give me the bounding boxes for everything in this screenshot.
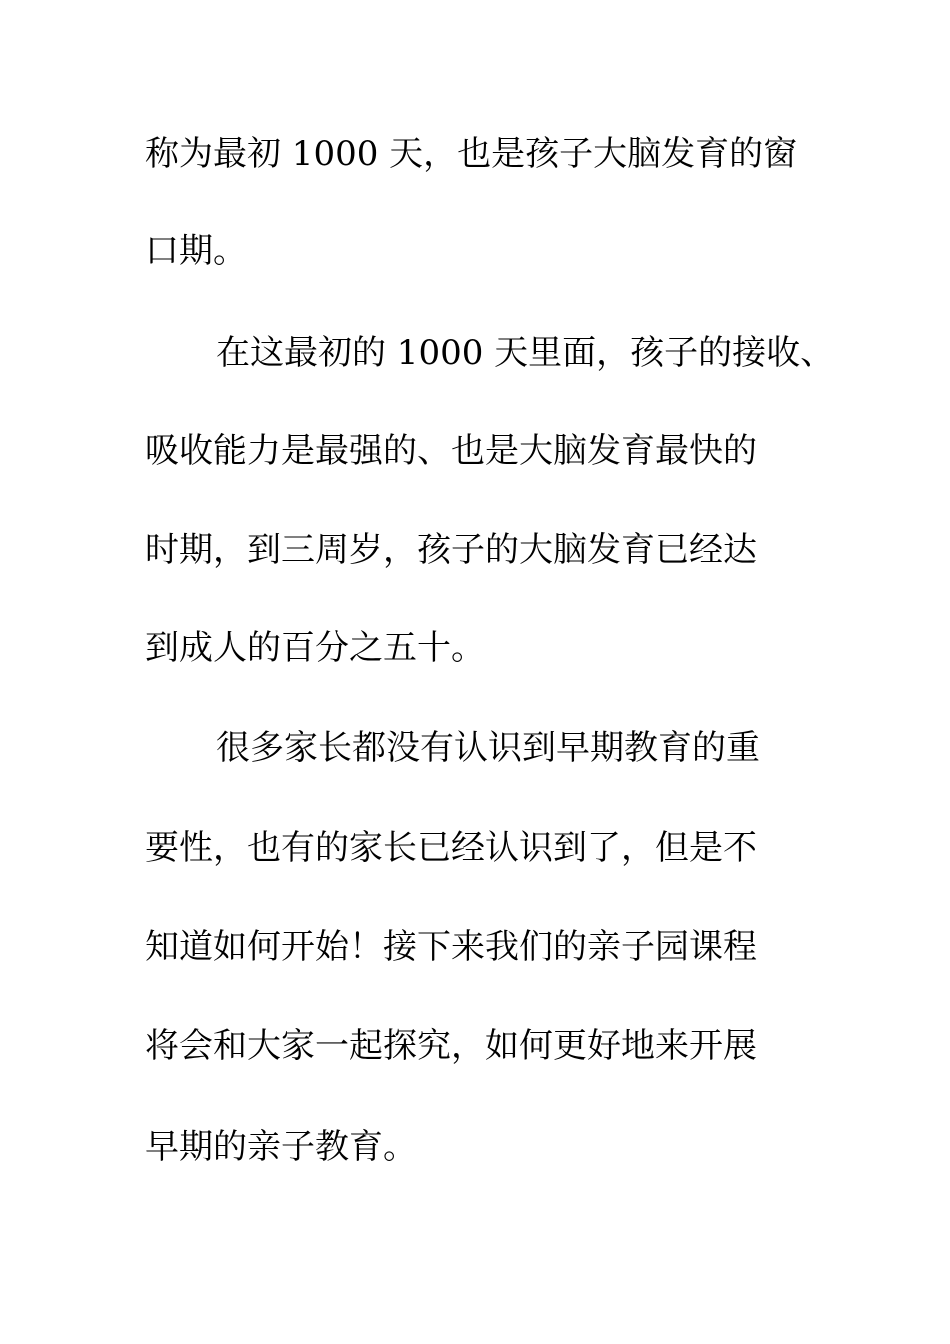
paragraph-line: 时期，到三周岁，孩子的大脑发育已经达 (145, 530, 757, 570)
paragraph-line: 很多家长都没有认识到早期教育的重 (216, 728, 760, 768)
paragraph-line: 将会和大家一起探究，如何更好地来开展 (145, 1026, 757, 1066)
paragraph-line: 到成人的百分之五十。 (145, 628, 485, 668)
paragraph-line: 吸收能力是最强的、也是大脑发育最快的 (145, 431, 757, 471)
paragraph-line: 要性，也有的家长已经认识到了，但是不 (145, 828, 757, 868)
paragraph-line: 口期。 (145, 231, 247, 271)
paragraph-line: 在这最初的 1000 天里面，孩子的接收、 (216, 333, 835, 373)
paragraph-line: 知道如何开始！接下来我们的亲子园课程 (145, 927, 757, 967)
paragraph-line: 早期的亲子教育。 (145, 1127, 417, 1167)
paragraph-line: 称为最初 1000 天，也是孩子大脑发育的窗 (145, 134, 798, 174)
